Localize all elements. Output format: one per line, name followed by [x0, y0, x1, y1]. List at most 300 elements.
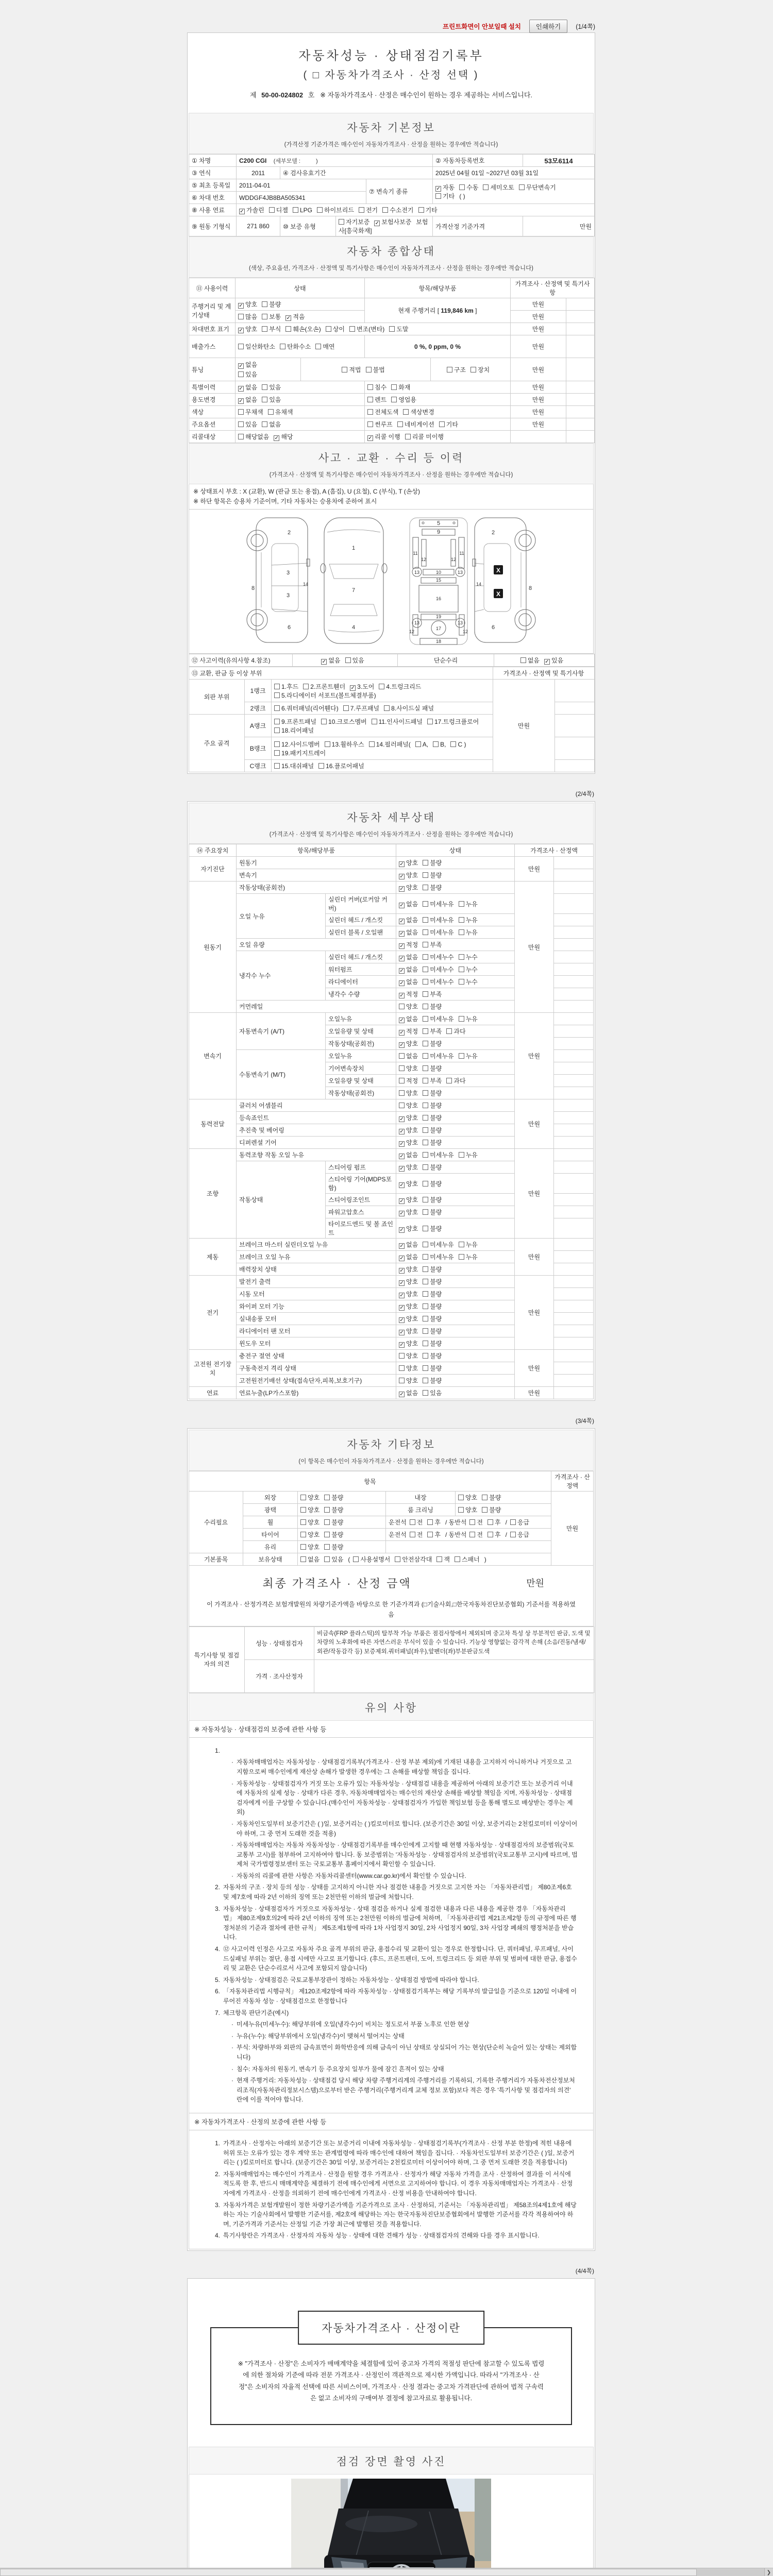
unchecked-box-icon [399, 1365, 405, 1371]
checkbox-option[interactable] [423, 1388, 442, 1397]
checkbox-option[interactable] [423, 1265, 442, 1274]
status-options [396, 939, 515, 951]
checkbox-label: 자동 [443, 183, 455, 191]
checkbox-option[interactable] [274, 717, 316, 726]
checkbox-option[interactable] [399, 916, 418, 924]
checked-box-icon: ✓ [399, 1030, 404, 1036]
other-header [189, 1430, 594, 1471]
main-option-options [236, 418, 365, 431]
checkbox-option[interactable] [423, 1364, 442, 1372]
checkbox-option[interactable] [423, 1027, 442, 1036]
usage-price: 만원 [511, 394, 566, 406]
status-options [396, 988, 515, 1001]
checkbox-option[interactable] [389, 325, 408, 333]
checkbox-option[interactable] [285, 312, 305, 321]
checkbox-option[interactable] [459, 1014, 478, 1023]
remark-cell [554, 1300, 594, 1313]
checkbox-option[interactable] [423, 1302, 442, 1311]
checkbox-option[interactable] [367, 432, 400, 441]
unchecked-box-icon [280, 344, 285, 349]
checkbox-option[interactable] [435, 183, 455, 192]
color-remark [566, 406, 595, 418]
checkbox-option[interactable] [418, 206, 438, 214]
checkbox-option[interactable] [399, 1351, 418, 1360]
checkbox-option[interactable] [285, 325, 321, 333]
checkbox-option[interactable] [399, 1240, 418, 1249]
checkbox-option[interactable] [262, 395, 281, 404]
checkbox-option[interactable] [391, 383, 410, 392]
checkbox-option[interactable] [399, 1113, 418, 1122]
checkbox-option[interactable] [399, 1327, 418, 1335]
unchecked-box-icon [300, 1495, 306, 1500]
checkbox-label: 미세누유 [430, 1241, 454, 1249]
scroll-right-icon[interactable]: ❯ [764, 2568, 773, 2576]
remark-cell [554, 1075, 594, 1087]
status-options [396, 1137, 515, 1149]
notice-item: 3. 자동차성능 · 상태점검자가 거짓으로 자동차성능 · 상태 점검을 하거나 실제 점검한 내용과 다른 내용을 제공한 경우 「자동차관리법」 제80조제9호의2에 따라 2년 이하의 징역 또는 2천만원 이하의 벌금에 처하며, 「자동차관리법 제21조제2항 등의 규정에 따른 행정처분의 기준과 절차에 관한 규칙」 제5조제1항에 따라 1차 사업정지 30일, 2차 사업정지 90일, 3차 사업장 폐쇄의 행정처분을 받습니다. [214, 1905, 577, 1941]
item-label: 고전원전기배선 상태(접속단자,피복,보호기구) [237, 1375, 396, 1387]
checkbox-option[interactable] [423, 953, 453, 961]
checkbox-option[interactable] [324, 1493, 343, 1502]
checkbox-option[interactable] [446, 1027, 465, 1036]
checkbox-option[interactable] [399, 940, 418, 949]
checkbox-option[interactable] [423, 1208, 442, 1216]
item-label: 작동상태(공회전) [237, 882, 396, 894]
checkbox-option[interactable] [439, 420, 458, 429]
checkbox-option[interactable] [399, 1314, 418, 1323]
checkbox-option[interactable] [262, 312, 281, 321]
checkbox-option[interactable] [423, 871, 442, 879]
checkbox-option[interactable] [262, 325, 281, 333]
checkbox-option[interactable] [303, 682, 345, 691]
checkbox-option[interactable] [427, 1518, 441, 1527]
checkbox-option[interactable] [423, 900, 453, 908]
checkbox-option[interactable] [399, 1002, 418, 1011]
checkbox-option[interactable] [349, 325, 384, 333]
checkbox-option[interactable] [262, 383, 281, 392]
checkbox-option[interactable] [315, 342, 334, 351]
checkbox-option[interactable] [510, 1518, 529, 1527]
remark-cell [554, 1001, 594, 1013]
checkbox-option[interactable] [423, 1195, 442, 1204]
checkbox-label: 양호 [406, 1180, 418, 1188]
checkbox-option[interactable] [399, 1052, 418, 1060]
checkbox-option[interactable] [427, 1530, 441, 1539]
checkbox-option[interactable] [470, 365, 490, 374]
checkbox-option[interactable] [519, 183, 556, 192]
checkbox-option[interactable] [399, 1290, 418, 1298]
checkbox-option[interactable] [423, 1150, 453, 1159]
checkbox-option[interactable] [459, 1052, 478, 1060]
checkbox-option[interactable] [300, 1505, 320, 1514]
checkbox-option[interactable] [423, 1224, 442, 1233]
checkbox-option[interactable] [326, 325, 345, 333]
checkbox-option[interactable] [274, 432, 293, 441]
checkbox-option[interactable] [423, 940, 442, 949]
checkbox-option[interactable] [433, 741, 446, 748]
tuning-type-options [431, 358, 511, 381]
checkbox-option[interactable] [238, 383, 257, 392]
checkbox-option[interactable] [403, 408, 434, 416]
checkbox-option[interactable] [269, 206, 288, 214]
checkbox-option[interactable] [459, 1240, 478, 1249]
checkbox-option[interactable] [238, 395, 257, 404]
checkbox-option[interactable] [469, 1518, 483, 1527]
checkbox-option[interactable] [423, 1314, 442, 1323]
checkbox-option[interactable] [238, 360, 298, 369]
checkbox-option[interactable] [324, 1518, 343, 1527]
checkbox-option[interactable] [324, 1530, 343, 1539]
checkbox-option[interactable] [405, 432, 444, 441]
checkbox-option[interactable] [274, 749, 326, 757]
unchecked-box-icon [399, 1078, 405, 1083]
checkbox-option[interactable] [300, 1555, 320, 1564]
checkbox-label: 불량 [331, 1506, 344, 1514]
rank1-remark [555, 680, 595, 702]
checkbox-option[interactable] [367, 383, 386, 392]
checkbox-label: 없음 [269, 421, 281, 428]
checkbox-label: 양호 [406, 1225, 418, 1232]
unchecked-box-icon [342, 367, 347, 372]
status-options [396, 1050, 515, 1062]
checkbox-option[interactable] [423, 1126, 442, 1134]
checkbox-option[interactable] [458, 1493, 477, 1502]
checkbox-option[interactable] [399, 977, 418, 986]
checkbox-option[interactable] [423, 990, 442, 998]
checkbox-option[interactable] [399, 1089, 418, 1097]
checkbox-option[interactable] [353, 1555, 390, 1564]
checkbox-option[interactable] [325, 740, 364, 749]
checkbox-option[interactable] [321, 656, 340, 665]
checkbox-option[interactable] [459, 916, 478, 924]
checkbox-option[interactable] [423, 1002, 442, 1011]
checked-box-icon: ✓ [399, 1116, 404, 1123]
checked-box-icon: ✓ [399, 968, 404, 974]
checkbox-option[interactable] [510, 1530, 529, 1539]
remark-cell [554, 882, 594, 894]
document-title: 자동차성능 · 상태점검기록부 [298, 49, 484, 63]
remark-cell [554, 1276, 594, 1288]
checkbox-label: 불량 [430, 1225, 442, 1232]
unchecked-box-icon [238, 314, 244, 319]
checkbox-option[interactable] [399, 1339, 418, 1348]
checkbox-option[interactable] [423, 1351, 442, 1360]
checkbox-option[interactable] [399, 858, 418, 867]
checkbox-option[interactable] [459, 183, 478, 192]
checkbox-option[interactable] [274, 704, 339, 713]
notice-block1-title: ※ 자동차성능 · 상태점검의 보증에 관한 사항 등 [189, 1721, 594, 1738]
checkbox-option[interactable] [450, 741, 466, 748]
checkbox-option[interactable] [423, 1290, 442, 1298]
checkbox-option[interactable] [345, 656, 364, 665]
checkbox-label: 불량 [430, 1266, 442, 1274]
mileage-remark-1 [566, 298, 595, 311]
checkbox-option[interactable] [343, 704, 379, 713]
install-hint-link[interactable]: 프린트화면이 안보일때 설치 [443, 23, 521, 30]
checkbox-option[interactable] [366, 365, 385, 374]
unchecked-box-icon [423, 1303, 428, 1309]
status-options [396, 914, 515, 926]
checkbox-option[interactable] [399, 953, 418, 961]
checkbox-option[interactable] [399, 1179, 418, 1188]
unchecked-box-icon [423, 1197, 428, 1202]
checkbox-option[interactable] [423, 1014, 453, 1023]
checkbox-option[interactable] [399, 900, 418, 908]
item-label: 실린더 블록 / 오일팬 [326, 926, 396, 939]
checkbox-option[interactable] [488, 1518, 501, 1527]
checkbox-option[interactable] [238, 420, 257, 429]
horizontal-scrollbar[interactable] [0, 2568, 773, 2576]
checkbox-option[interactable] [399, 1150, 418, 1159]
checkbox-option[interactable] [379, 682, 421, 691]
checkbox-option[interactable] [300, 1543, 320, 1551]
checkbox-option[interactable] [300, 1530, 320, 1539]
checkbox-option[interactable] [324, 1555, 343, 1564]
checkbox-option[interactable] [423, 1064, 442, 1073]
checkbox-option[interactable] [238, 300, 257, 309]
checkbox-option[interactable] [459, 965, 478, 974]
checkbox-label: 17.트렁크플로어 [434, 718, 479, 725]
scrollbar-thumb[interactable] [0, 2569, 697, 2576]
exterior-options [298, 1492, 386, 1504]
checkbox-option[interactable] [458, 1505, 477, 1514]
checkbox-option[interactable] [274, 740, 320, 749]
checkbox-option[interactable] [482, 1493, 501, 1502]
checkbox-option[interactable] [399, 1388, 418, 1397]
checkbox-option[interactable] [238, 370, 298, 379]
checkbox-option[interactable] [399, 1076, 418, 1085]
checkbox-label: 기타 [443, 192, 455, 200]
checkbox-option[interactable] [399, 1208, 418, 1216]
checkbox-option[interactable] [359, 206, 378, 214]
checkbox-option[interactable] [268, 408, 293, 416]
checkbox-option[interactable] [384, 704, 434, 713]
checkbox-label: 과다 [453, 1028, 466, 1036]
checkbox-option[interactable] [324, 1505, 343, 1514]
checkbox-option[interactable] [423, 965, 453, 974]
checkbox-option[interactable] [427, 717, 479, 726]
checkbox-option[interactable] [423, 1179, 442, 1188]
simple-repair-options [494, 654, 595, 667]
checkbox-option[interactable] [399, 1039, 418, 1048]
checkbox-label: 16.플로어패널 [326, 762, 364, 770]
checkbox-option[interactable] [367, 420, 393, 429]
checkbox-option[interactable] [399, 1126, 418, 1134]
checkbox-option[interactable] [447, 365, 466, 374]
basic-info-note: (가격산정 기준가격은 매수인이 자동차가격조사 · 산정을 원하는 경우에만 적습니다) [284, 142, 498, 148]
comprehensive-table [189, 278, 595, 443]
checkbox-option[interactable] [423, 1252, 453, 1261]
remark-cell [554, 1251, 594, 1263]
checkbox-option[interactable] [423, 1376, 442, 1385]
checkbox-option[interactable] [399, 883, 418, 892]
checkbox-option[interactable] [423, 1076, 442, 1085]
checkbox-option[interactable] [317, 206, 354, 214]
checkbox-option[interactable] [399, 1014, 418, 1023]
checkbox-option[interactable] [399, 965, 418, 974]
checked-box-icon: ✓ [399, 943, 404, 950]
checkbox-option[interactable] [459, 900, 478, 908]
checkbox-option[interactable] [274, 761, 314, 770]
checkbox-option[interactable] [483, 183, 514, 192]
checkbox-option[interactable] [238, 312, 257, 321]
checkbox-option[interactable] [391, 395, 416, 404]
checkbox-option[interactable] [238, 432, 269, 441]
checkbox-option[interactable] [399, 1252, 418, 1261]
checkbox-option[interactable] [423, 1089, 442, 1097]
checkbox-option[interactable] [423, 1339, 442, 1348]
checkbox-option[interactable] [339, 217, 369, 226]
unchecked-box-icon [510, 1532, 516, 1537]
status-options [396, 1263, 515, 1276]
checkbox-label: 4.트렁크리드 [386, 683, 422, 690]
checkbox-option[interactable] [262, 300, 281, 309]
status-options [396, 857, 515, 869]
checkbox-label: 수동 [466, 183, 479, 191]
checkbox-option[interactable] [423, 1240, 453, 1249]
unchecked-box-icon [274, 741, 280, 747]
checkbox-option[interactable] [423, 1039, 442, 1048]
checked-box-icon: ✓ [399, 1198, 404, 1205]
checkbox-option[interactable] [399, 1027, 418, 1036]
checkbox-option[interactable] [399, 1376, 418, 1385]
checkbox-option[interactable] [415, 741, 428, 748]
checkbox-option[interactable] [423, 883, 442, 892]
checkbox-option[interactable] [300, 1493, 320, 1502]
checkbox-option[interactable] [350, 682, 374, 691]
checkbox-option[interactable] [459, 1150, 478, 1159]
checkbox-option[interactable] [520, 656, 540, 665]
checkbox-option[interactable] [382, 206, 413, 214]
panel-number: 2 [491, 530, 495, 536]
checkbox-option[interactable] [397, 420, 434, 429]
checkbox-option[interactable] [399, 871, 418, 879]
checkbox-label: 있음 [269, 384, 281, 391]
checked-box-icon: ✓ [375, 221, 380, 226]
unchecked-box-icon [405, 434, 411, 439]
checkbox-label: 없음 [245, 396, 258, 403]
warranty-label: ⑩ 보증 유형 [280, 216, 336, 236]
checkbox-option[interactable] [342, 365, 361, 374]
checkbox-label: 렌트 [375, 396, 387, 403]
checkbox-option[interactable] [318, 761, 364, 770]
checkbox-option[interactable] [399, 1364, 418, 1372]
first-reg-value: 2011-04-01 [237, 179, 366, 192]
checkbox-label: 양호 [406, 1303, 418, 1311]
checkbox-option[interactable] [436, 1555, 450, 1564]
checkbox-option[interactable] [238, 342, 275, 351]
unchecked-box-icon [343, 705, 349, 711]
checkbox-label: 누유 [465, 1151, 478, 1159]
checkbox-option[interactable] [423, 977, 453, 986]
checkbox-option[interactable] [399, 1224, 418, 1233]
checkbox-option[interactable] [459, 953, 478, 961]
checkbox-option[interactable] [459, 1252, 478, 1261]
remark-cell [554, 1325, 594, 1337]
checkbox-option[interactable] [300, 1518, 320, 1527]
checkbox-option[interactable] [369, 740, 411, 749]
checkbox-option[interactable] [410, 1518, 423, 1527]
panel-number: 6 [287, 624, 291, 631]
checkbox-option[interactable] [423, 1138, 442, 1147]
status-options [396, 1075, 515, 1087]
checkbox-option[interactable] [423, 1101, 442, 1110]
unchecked-box-icon [367, 421, 373, 427]
checkbox-option[interactable] [399, 1265, 418, 1274]
checkbox-option[interactable] [367, 395, 386, 404]
checkbox-option[interactable] [395, 1555, 432, 1564]
checkbox-option[interactable] [274, 691, 376, 700]
checkbox-option[interactable] [274, 726, 314, 735]
checkbox-option[interactable] [459, 928, 478, 937]
checkbox-option[interactable] [423, 1327, 442, 1335]
checkbox-option[interactable] [324, 1543, 343, 1551]
usage-item-options [365, 394, 511, 406]
checkbox-option[interactable] [238, 325, 257, 333]
checkbox-label: 썬루프 [375, 421, 393, 428]
checkbox-option[interactable] [321, 717, 367, 726]
checkbox-option[interactable] [423, 1052, 453, 1060]
detail-row [189, 1099, 594, 1112]
checkbox-label: 적정 [406, 1028, 418, 1036]
checkbox-option[interactable] [544, 656, 563, 665]
checkbox-option[interactable] [488, 1530, 501, 1539]
checkbox-option[interactable] [455, 1555, 480, 1564]
checkbox-label: 양호 [308, 1506, 320, 1514]
checkbox-option[interactable] [482, 1505, 501, 1514]
checkbox-option[interactable] [239, 206, 264, 214]
checkbox-option[interactable] [293, 207, 312, 214]
checkbox-label: 잭 [444, 1556, 450, 1564]
checkbox-option[interactable] [399, 1163, 418, 1172]
checkbox-option[interactable] [262, 420, 281, 429]
checkbox-label: 불량 [430, 1040, 442, 1048]
pagebreak-4: (4/4쪽) [575, 2267, 594, 2275]
checkbox-option[interactable] [399, 928, 418, 937]
checkbox-option[interactable] [399, 1064, 418, 1073]
checkbox-option[interactable] [399, 1195, 418, 1204]
checkbox-option[interactable] [423, 1277, 442, 1286]
checkbox-option[interactable] [399, 1138, 418, 1147]
checkbox-option[interactable] [423, 928, 453, 937]
checkbox-option[interactable] [280, 342, 311, 351]
checkbox-label: 10.크로스멤버 [328, 718, 367, 725]
checkbox-option[interactable] [435, 192, 455, 200]
checkbox-option[interactable] [410, 1530, 423, 1539]
checkbox-option[interactable] [372, 717, 423, 726]
checkbox-label: 도말 [396, 326, 409, 333]
checkbox-option[interactable] [459, 977, 478, 986]
checkbox-option[interactable] [423, 858, 442, 867]
checkbox-option[interactable] [399, 990, 418, 998]
checkbox-option[interactable] [423, 916, 453, 924]
checkbox-option[interactable] [423, 1163, 442, 1172]
checkbox-option[interactable] [423, 1113, 442, 1122]
checkbox-option[interactable] [446, 1076, 465, 1085]
checkbox-option[interactable] [399, 1302, 418, 1311]
checkbox-option[interactable] [469, 1530, 483, 1539]
checkbox-option[interactable] [399, 1277, 418, 1286]
checkbox-option[interactable] [238, 408, 263, 416]
remark-cell [554, 1387, 594, 1399]
checkbox-option[interactable] [374, 217, 411, 226]
unchecked-box-icon [399, 1090, 405, 1096]
checkbox-option[interactable] [274, 682, 298, 691]
checkbox-option[interactable] [367, 408, 398, 416]
print-button[interactable]: 인쇄하기 [529, 20, 567, 33]
checkbox-label: 훼손(오손) [293, 326, 321, 333]
checkbox-option[interactable] [399, 1101, 418, 1110]
